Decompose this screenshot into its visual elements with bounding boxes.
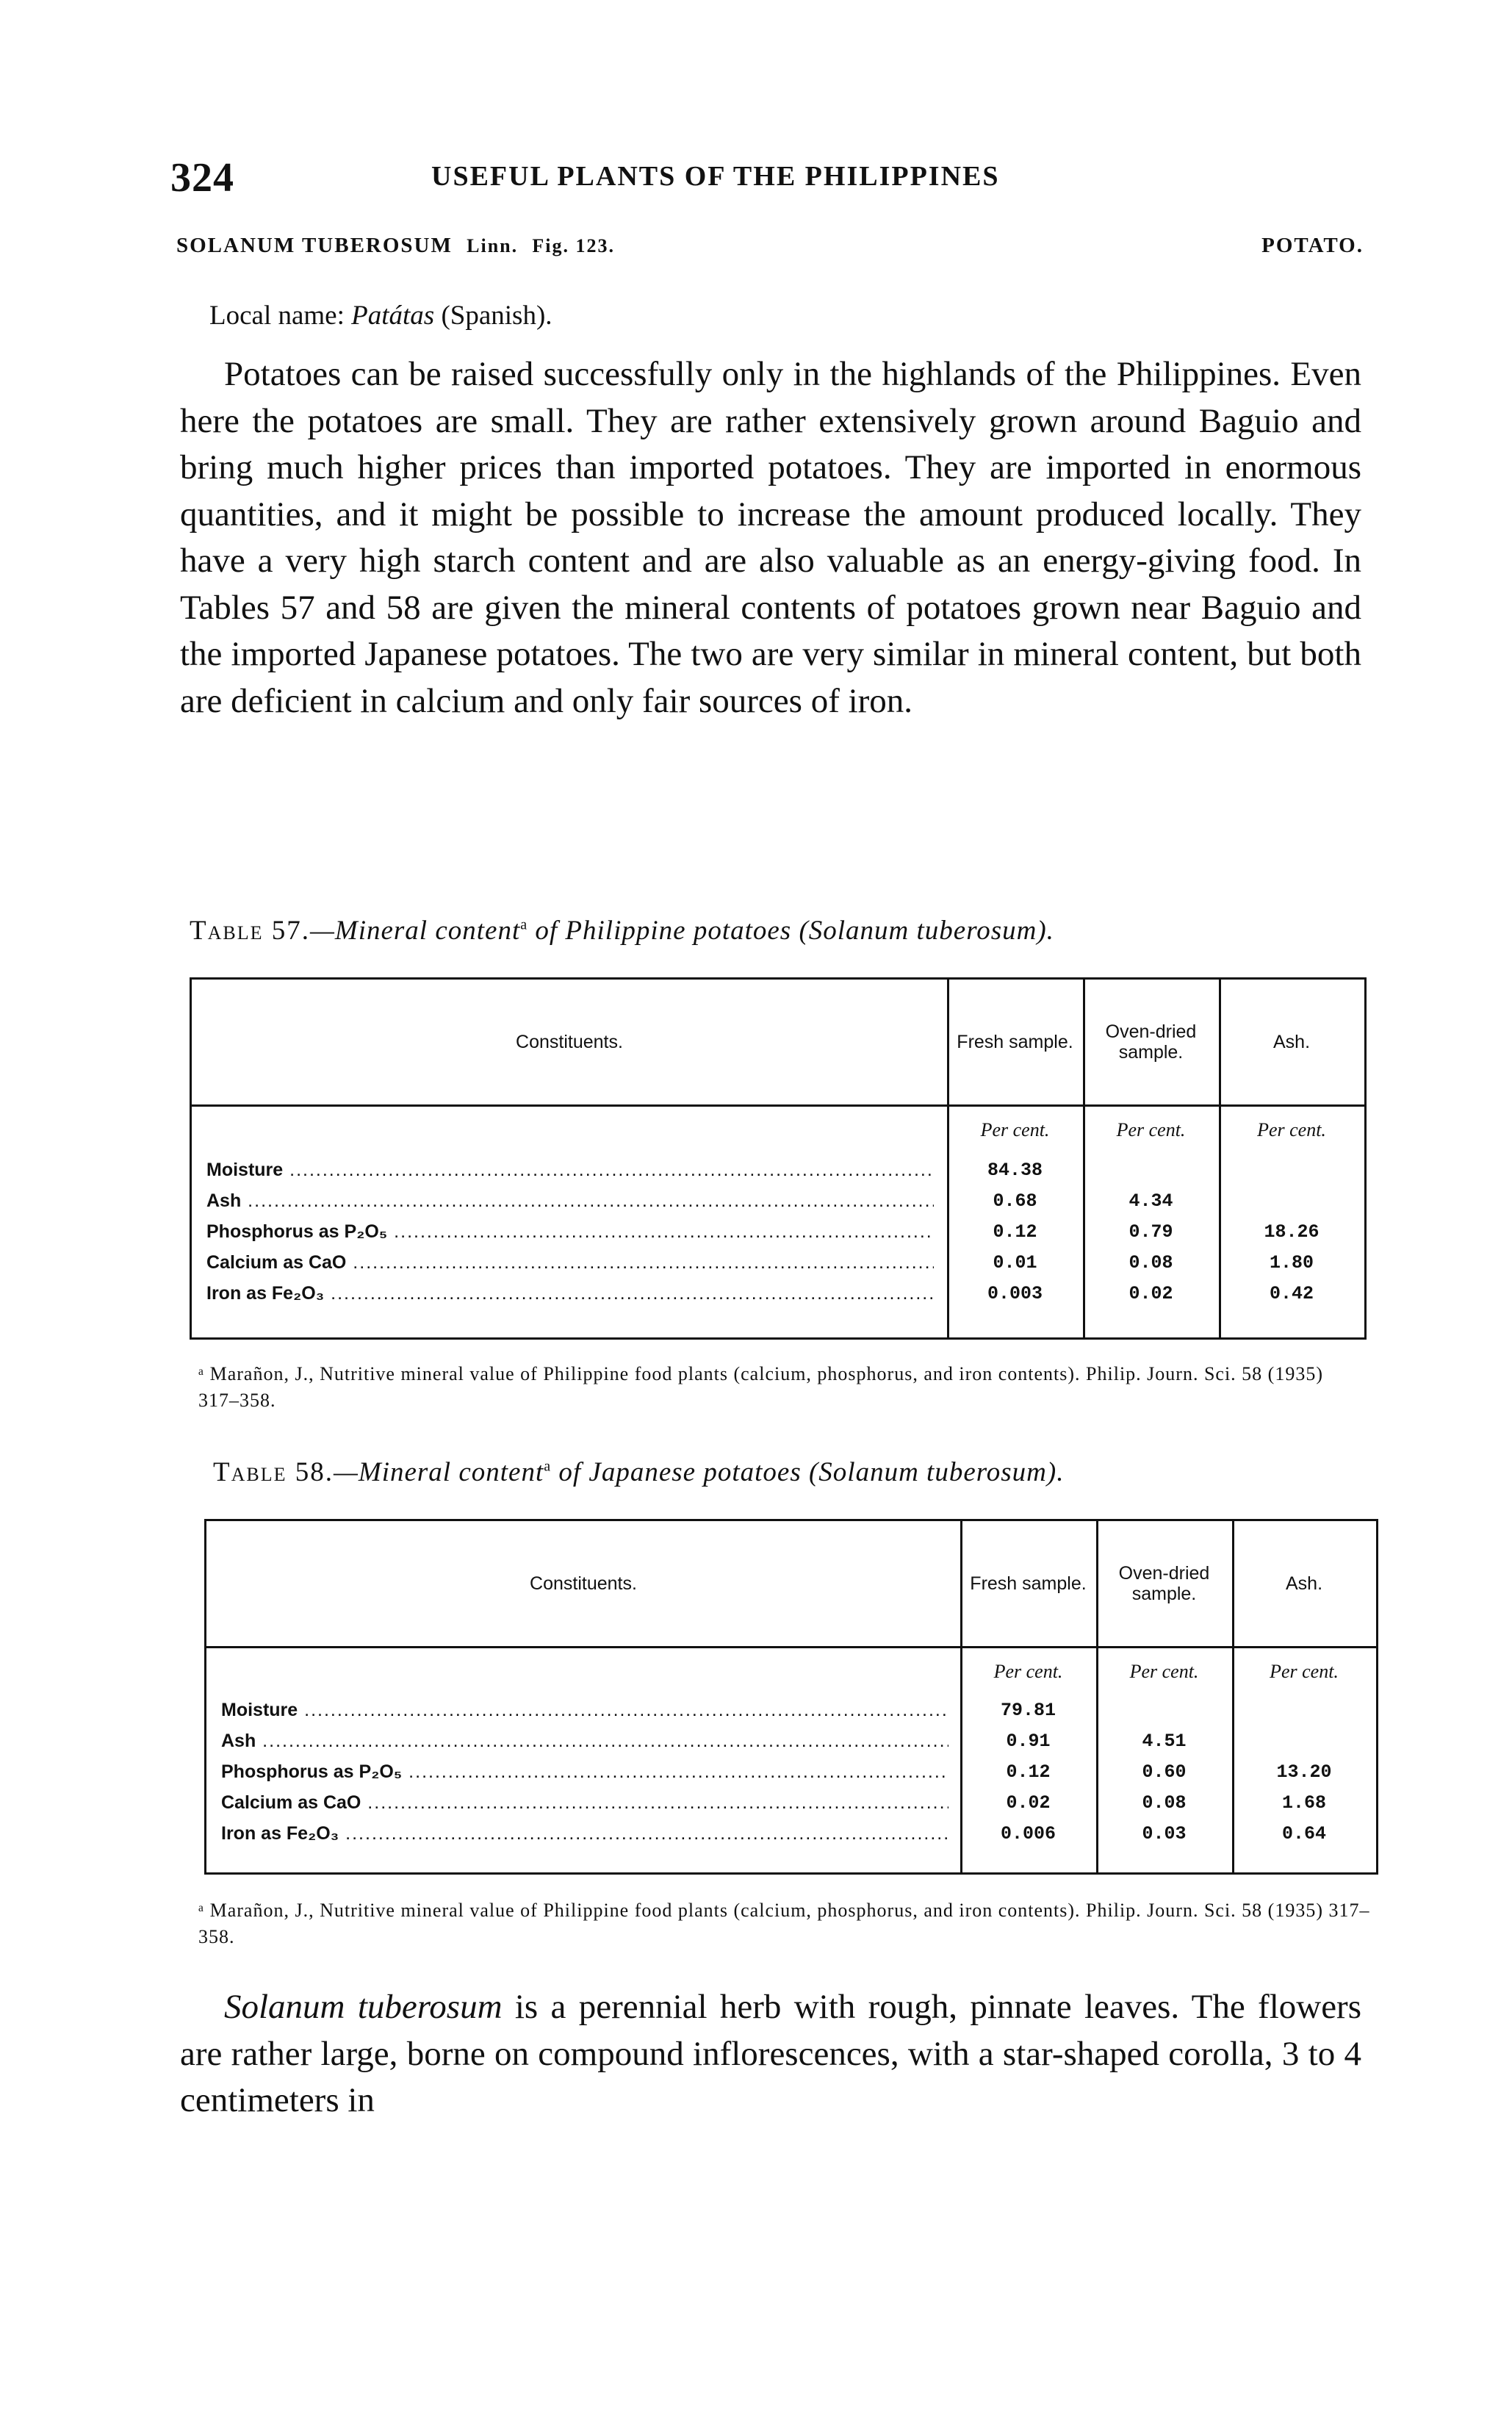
oven-value: 0.03: [1142, 1823, 1187, 1844]
header-fresh-sample: Fresh sample.: [970, 1573, 1087, 1594]
ash-value: 1.68: [1281, 1792, 1326, 1814]
local-name-language: (Spanish).: [441, 301, 552, 331]
header-constituents: Constituents.: [516, 1032, 623, 1052]
ash-value: 0.42: [1269, 1283, 1314, 1304]
row-label: Phosphorus as P₂O₅ .....: [206, 1221, 934, 1243]
running-title: USEFUL PLANTS OF THE PHILIPPINES: [431, 161, 1000, 192]
species-name: SOLANUM TUBEROSUM: [176, 234, 453, 257]
fresh-value: 84.38: [987, 1160, 1043, 1181]
fresh-value: 0.12: [1006, 1761, 1051, 1783]
body-paragraph-description: [180, 1984, 1361, 2124]
table-row: [192, 1160, 1364, 1190]
header-oven-dried-sample: Oven-dried sample.: [1105, 1021, 1197, 1063]
row-label: Moisture .....: [221, 1700, 948, 1721]
table-title: —Mineral content: [309, 916, 521, 946]
row-label: Phosphorus as P₂O₅ .....: [221, 1761, 948, 1783]
table-title-rest: of Japanese potatoes (Solanum tuberosum).: [551, 1457, 1065, 1487]
table-label: Table 57.: [190, 916, 310, 946]
local-name-label: Local name:: [209, 301, 345, 331]
local-name-line: [209, 300, 552, 331]
fresh-value: 0.003: [987, 1283, 1043, 1304]
description-text: is a perennial herb with rough, pinnate leaves. The flowers are rather large, borne on compound inflorescences, with a star-shaped corolla, 3 to 4 centimeters in: [180, 1988, 1361, 2119]
table-58-footnote: ᵃ Marañon, J., Nutritive mineral value of Philippine food plants (calcium, phosphorus, and iron contents). Philip. Journ. Sci. 58 (1935) 317–358.: [198, 1900, 1370, 1947]
row-label: Moisture .....: [206, 1160, 934, 1181]
ash-value: 13.20: [1276, 1761, 1332, 1783]
fresh-value: 0.006: [1000, 1823, 1056, 1844]
unit-ash: Per cent.: [1270, 1661, 1339, 1682]
unit-ash: Per cent.: [1257, 1119, 1326, 1140]
oven-value: 0.79: [1128, 1221, 1173, 1243]
body-paragraph-intro: [180, 351, 1361, 725]
figure-reference: Fig. 123.: [532, 235, 615, 256]
table-row: [192, 1283, 1364, 1314]
ash-value: 0.64: [1281, 1823, 1326, 1844]
table-row: [192, 1252, 1364, 1283]
row-label: Ash .....: [206, 1190, 934, 1212]
unit-fresh: Per cent.: [980, 1119, 1050, 1140]
footnote-marker: a: [544, 1458, 552, 1475]
table-title: —Mineral content: [333, 1457, 544, 1487]
oven-value: 0.60: [1142, 1761, 1187, 1783]
unit-fresh: Per cent.: [993, 1661, 1063, 1682]
species-italic: Solanum tuberosum: [224, 1988, 503, 2026]
table-row: [206, 1761, 1376, 1792]
species-author: Linn.: [467, 235, 519, 256]
page-number: 324: [170, 155, 234, 201]
table-57: [190, 977, 1367, 1340]
table-row: [206, 1792, 1376, 1823]
row-label: Iron as Fe₂O₃ .....: [221, 1823, 948, 1844]
footnote-marker: a: [520, 916, 528, 933]
row-label: Ash .....: [221, 1731, 948, 1752]
header-oven-dried-sample: Oven-dried sample.: [1118, 1563, 1210, 1604]
oven-value: 4.51: [1142, 1731, 1187, 1752]
fresh-value: 0.91: [1006, 1731, 1051, 1752]
species-heading: [176, 234, 1364, 270]
fresh-value: 0.01: [993, 1252, 1037, 1273]
table-row: [192, 1221, 1364, 1252]
row-label: Calcium as CaO .....: [206, 1252, 934, 1273]
oven-value: 0.08: [1128, 1252, 1173, 1273]
common-name: POTATO.: [1261, 234, 1364, 257]
header-rule: [206, 1646, 1376, 1648]
oven-value: 0.02: [1128, 1283, 1173, 1304]
oven-value: 0.08: [1142, 1792, 1187, 1814]
table-row: [192, 1190, 1364, 1221]
header-fresh-sample: Fresh sample.: [957, 1032, 1073, 1052]
table-row: [206, 1731, 1376, 1761]
header-ash: Ash.: [1285, 1573, 1323, 1594]
header-constituents: Constituents.: [530, 1573, 637, 1594]
oven-value: 4.34: [1128, 1190, 1173, 1212]
table-58-caption: [213, 1456, 1064, 1488]
ash-value: 18.26: [1264, 1221, 1320, 1243]
table-row: [206, 1823, 1376, 1854]
header-rule: [192, 1104, 1364, 1107]
fresh-value: 79.81: [1000, 1700, 1056, 1721]
fresh-value: 0.68: [993, 1190, 1037, 1212]
row-label: Calcium as CaO .....: [221, 1792, 948, 1814]
fresh-value: 0.02: [1006, 1792, 1051, 1814]
table-57-caption: [190, 915, 1054, 946]
table-row: [206, 1700, 1376, 1731]
table-title-rest: of Philippine potatoes (Solanum tuberosum).: [528, 916, 1054, 946]
unit-oven: Per cent.: [1129, 1661, 1199, 1682]
paragraph-text: Potatoes can be raised successfully only in the highlands of the Philippines. Even here the potatoes are small. They are rather extensively grown around Baguio and bring much higher prices than imported potatoes. They are imported in enormous quantities, and it might be possible to increase the amount produced locally. They have a very high starch content and are also valuable as an energy-giving food. In Tables 57 and 58 are given the mineral contents of potatoes grown near Baguio and the imported Japanese potatoes. The two are very similar in mineral content, but both are deficient in calcium and only fair sources of iron.: [180, 355, 1361, 720]
page-header: [170, 154, 1375, 213]
table-57-footnote: ᵃ Marañon, J., Nutritive mineral value of Philippine food plants (calcium, phosphorus, and iron contents). Philip. Journ. Sci. 58 (1935) 317–358.: [198, 1363, 1323, 1411]
unit-oven: Per cent.: [1116, 1119, 1186, 1140]
paragraph-text: [180, 1984, 1361, 2124]
local-name-value: Patátas: [351, 301, 435, 331]
ash-value: 1.80: [1269, 1252, 1314, 1273]
row-label: Iron as Fe₂O₃ .....: [206, 1283, 934, 1304]
table-label: Table 58.: [213, 1457, 334, 1487]
fresh-value: 0.12: [993, 1221, 1037, 1243]
table-58: [204, 1519, 1378, 1875]
header-ash: Ash.: [1272, 1032, 1311, 1052]
